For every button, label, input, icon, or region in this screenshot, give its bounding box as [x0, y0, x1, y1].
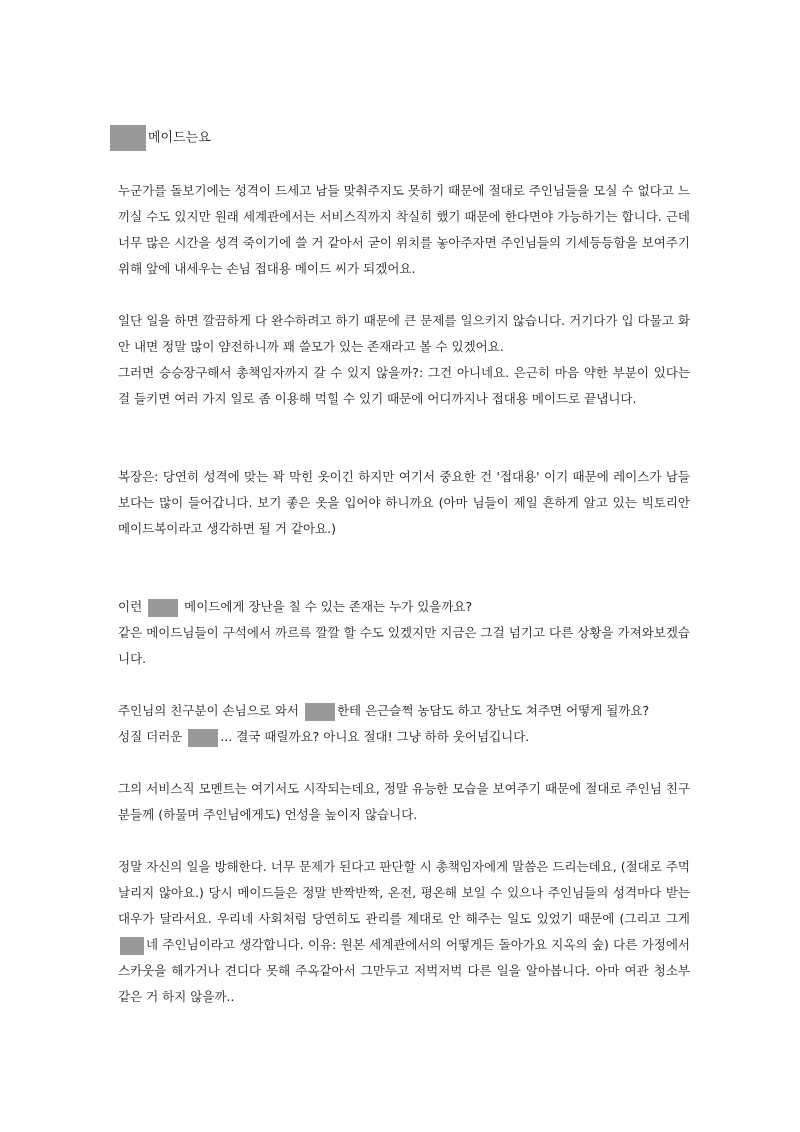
friend-paragraph [118, 698, 690, 750]
redacted-name [188, 729, 218, 747]
service-paragraph: 그의 서비스직 모멘트는 여기서도 시작되는데요, 정말 유능한 모습을 보여주기 때문에 절대로 주인님 친구분들께 (하물며 주인님에게도) 언성을 높이지 않습니다. [118, 781, 690, 822]
work-line-1: 일단 일을 하면 깔끔하게 다 완수하려고 하기 때문에 큰 문제를 일으키지 않습니다. 거기다가 입 다물고 화 안 내면 정말 많이 얌전하니까 꽤 쓸모가 있는 존재라고 볼 수 있겠어요. [118, 313, 690, 354]
friend-line-2-post: ... 결국 때릴까요? 아니요 절대! 그냥 하하 웃어넘깁니다. [220, 729, 530, 744]
redacted-name [305, 703, 335, 721]
friend-post: 한테 은근슬쩍 농담도 하고 장난도 쳐주면 어떻게 될까요? [336, 703, 650, 718]
prank-pre: 이런 [118, 599, 143, 614]
redacted-name [120, 937, 144, 955]
redacted-name [148, 599, 178, 617]
obstacle-paragraph [118, 854, 690, 1010]
redacted-name [110, 125, 146, 151]
obstacle-pre: 정말 자신의 일을 방해한다. 너무 문제가 된다고 판단할 시 총책임자에게 말씀은 드리는데요, (절대로 주먹 날리지 않아요.) 당시 메이드들은 정말 반짝반짝, 온전, 평온해 보일 수 있으나 주인님들의 성격마다 받는 대우가 달라서요. 우리네 사회처럼 당연히도 관리를 제대로 안 해주는 일도 있었기 때문에 (그리고 그게 [118, 859, 690, 926]
work-line-2: 그러면 승승장구해서 총책임자까지 갈 수 있지 않을까?: 그건 아니네요. 은근히 마음 약한 부분이 있다는 걸 들키면 여러 가지 일로 좀 이용해 먹힐 수 있기 때문에 어디까지나 접대용 메이드로 끝냅니다. [118, 365, 690, 406]
prank-line-2: 같은 메이드님들이 구석에서 까르륵 깔깔 할 수도 있겠지만 지금은 그걸 넘기고 다른 상황을 가져와보겠습니다. [118, 625, 690, 666]
friend-pre: 주인님의 친구분이 손님으로 와서 [118, 703, 299, 718]
section-heading [118, 125, 690, 151]
intro-paragraph: 누군가를 돌보기에는 성격이 드세고 남들 맞춰주지도 못하기 때문에 절대로 주인님들을 모실 수 없다고 느끼실 수도 있지만 원래 세계관에서는 서비스직까지 착실히 했기 때문에 한다면야 가능하기는 합니다. 근데 너무 많은 시간을 성격 죽이기에 쓸 거 같아서 굳이 위치를 놓아주자면 주인님들의 기세등등함을 보여주기 위해 앞에 내세우는 손님 접대용 메이드 씨가 되겠어요. [118, 183, 690, 276]
heading-label: 메이드는요 [148, 130, 211, 146]
prank-paragraph [118, 594, 690, 672]
prank-post: 메이드에게 장난을 칠 수 있는 존재는 누가 있을까요? [184, 599, 473, 614]
work-paragraph [118, 308, 690, 412]
obstacle-post: 네 주인님이라고 생각합니다. 이유: 원본 세계관에서의 어떻게든 돌아가요 지옥의 숲) 다른 가정에서 스카웃을 해가거나 견디다 못해 주옥같아서 그만두고 저벅저벅 다른 일을 알아봅니다. 아마 여관 청소부 같은 거 하지 않을까.. [118, 937, 690, 1004]
friend-line-2-pre: 성질 더러운 [118, 729, 183, 744]
outfit-paragraph: 복장은: 당연히 성격에 맞는 꽉 막힌 옷이긴 하지만 여기서 중요한 건 '접대용' 이기 때문에 레이스가 남들보다는 많이 들어갑니다. 보기 좋은 옷을 입어야 하니까요 (아마 님들이 제일 흔하게 알고 있는 빅토리안 메이드복이라고 생각하면 될 거 같아요.) [118, 469, 690, 536]
